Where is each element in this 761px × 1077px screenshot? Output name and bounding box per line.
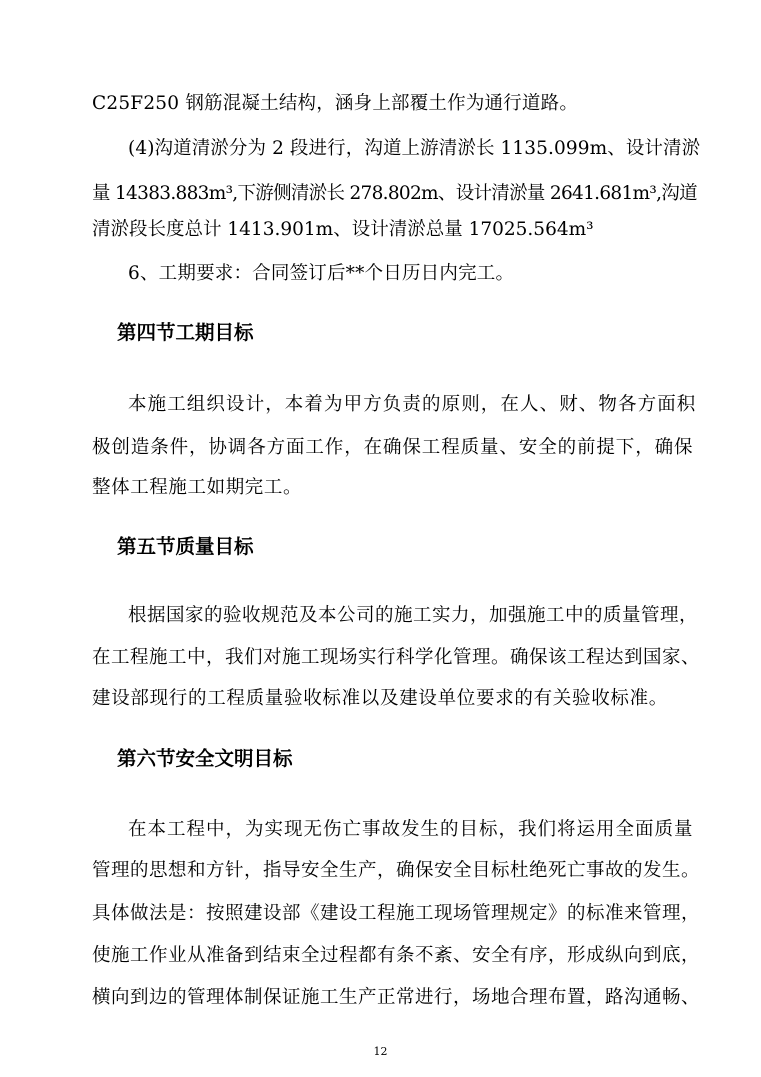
section-6-line-2: 管理的思想和方针，指导安全生产，确保安全目标杜绝死亡事故的发生。 — [92, 860, 701, 881]
section-6-title: 第六节安全文明目标 — [117, 747, 293, 770]
intro-line-2: (4)沟道清淤分为 2 段进行，沟道上游清淤长 1135.099m、设计清淤 — [128, 138, 701, 159]
section-4-line-3: 整体工程施工如期完工。 — [92, 477, 303, 498]
page-number: 12 — [373, 1045, 388, 1058]
section-4-line-1: 本施工组织设计，本着为甲方负责的原则，在人、财、物各方面积 — [128, 394, 697, 415]
intro-line-3: 量 14383.883m³,下游侧清淤长 278.802m、设计清淤量 2641.681m³,沟道 — [92, 183, 697, 204]
section-5-line-3: 建设部现行的工程质量验收标准以及建设单位要求的有关验收标准。 — [92, 688, 669, 709]
section-5-line-2: 在工程施工中，我们对施工现场实行科学化管理。确保该工程达到国家、 — [92, 647, 701, 668]
section-5-title: 第五节质量目标 — [117, 535, 254, 558]
intro-line-5: 6、工期要求：合同签订后**个日历日内完工。 — [128, 263, 515, 284]
intro-line-1: C25F250 钢筋混凝土结构，涵身上部覆土作为通行道路。 — [92, 93, 579, 114]
section-4-title: 第四节工期目标 — [117, 321, 254, 344]
section-4-line-2: 极创造条件，协调各方面工作，在确保工程质量、安全的前提下，确保 — [92, 437, 694, 458]
section-5-line-1: 根据国家的验收规范及本公司的施工实力，加强施工中的质量管理， — [128, 605, 699, 626]
section-6-line-4: 使施工作业从准备到结束全过程都有条不紊、安全有序，形成纵向到底， — [92, 945, 701, 966]
intro-line-4: 清淤段长度总计 1413.901m、设计清淤总量 17025.564m³ — [92, 219, 594, 240]
section-6-line-1: 在本工程中，为实现无伤亡事故发生的目标，我们将运用全面质量 — [128, 819, 694, 840]
section-6-line-5: 横向到边的管理体制保证施工生产正常进行，场地合理布置，路沟通畅、 — [92, 987, 701, 1008]
section-6-line-3: 具体做法是：按照建设部《建设工程施工现场管理规定》的标准来管理， — [92, 903, 701, 924]
